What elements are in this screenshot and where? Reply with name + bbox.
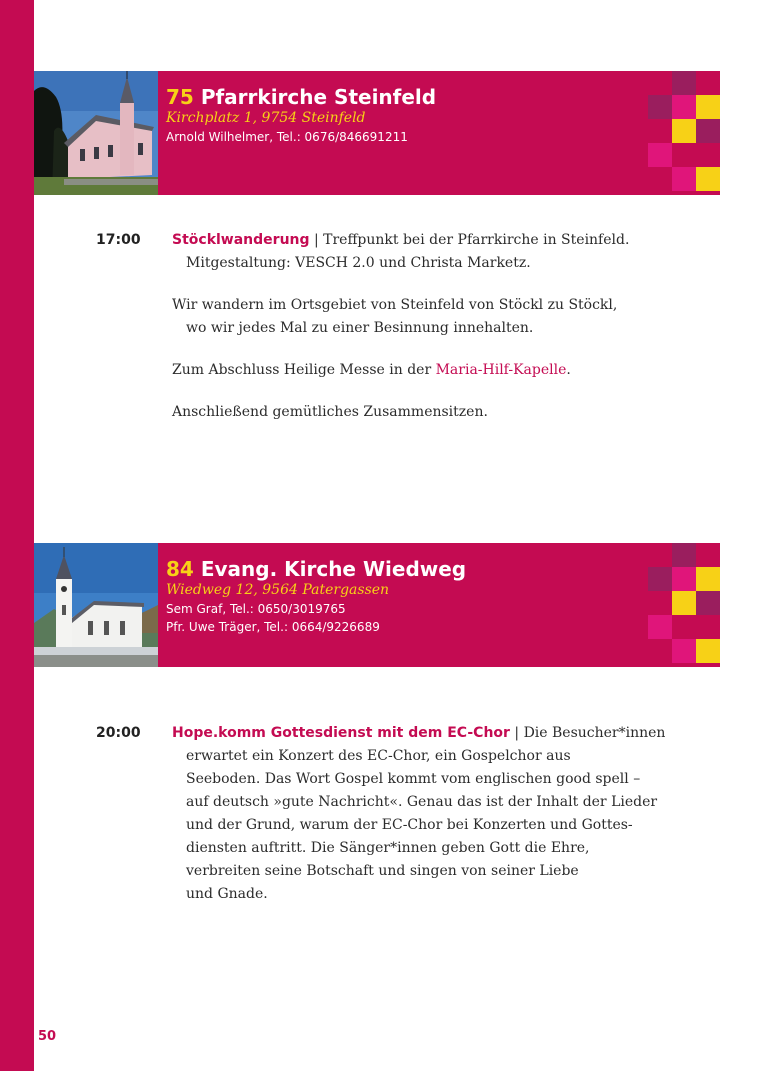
event-desc-line: diensten auftritt. Die Sänger*innen geben Gott die Ehre, [186,840,590,856]
decorative-pixel-pattern [648,71,720,195]
event-time: 20:00 [96,725,141,741]
church-title [166,85,436,109]
title-separator: | [509,725,524,741]
paragraph-text: Zum Abschluss Heilige Messe in der [172,362,436,378]
event-desc-line: Mitgestaltung: VESCH 2.0 und Christa Marketz. [186,255,531,271]
event-desc-line: verbreiten seine Botschaft und singen von seiner Liebe [186,863,579,879]
event-desc-line: erwartet ein Konzert des EC-Chor, ein Gospelchor aus [186,748,571,764]
church-header-steinfeld [34,71,720,195]
event-time: 17:00 [96,232,141,248]
maria-hilf-kapelle-link[interactable]: Maria-Hilf-Kapelle [435,362,567,378]
event-paragraph-line: Wir wandern im Ortsgebiet von Steinfeld von Stöckl zu Stöckl, [172,297,618,313]
paragraph-text: . [566,362,571,378]
title-separator: | [309,232,324,248]
event-desc-line: Treffpunkt bei der Pfarrkirche in Steinfeld. [323,232,630,248]
event-desc-line: auf deutsch »gute Nachricht«. Genau das ist der Inhalt der Lieder [186,794,658,810]
church-photo-wiedweg [34,543,158,667]
church-contact: Pfr. Uwe Träger, Tel.: 0664/9226689 [166,620,380,634]
church-name: Pfarrkirche Steinfeld [200,85,437,109]
event-paragraph: Anschließend gemütliches Zusammensitzen. [172,404,488,420]
church-title [166,557,466,581]
event-desc-line: Seeboden. Das Wort Gospel kommt vom englischen good spell – [186,771,641,787]
church-contact: Sem Graf, Tel.: 0650/3019765 [166,602,346,616]
church-number: 75 [166,85,194,109]
left-color-strip [0,0,34,1071]
church-header-wiedweg [34,543,720,667]
church-contact: Arnold Wilhelmer, Tel.: 0676/846691211 [166,130,408,144]
event-desc-line: und Gnade. [186,886,268,902]
page-number: 50 [38,1029,57,1044]
church-photo-steinfeld [34,71,158,195]
event-description [172,229,629,424]
church-name: Evang. Kirche Wiedweg [200,557,467,581]
event-paragraph-line: wo wir jedes Mal zu einer Besinnung innehalten. [186,320,534,336]
church-address: Wiedweg 12, 9564 Patergassen [166,582,390,598]
event-title: Hope.komm Gottesdienst mit dem EC-Chor [172,725,510,741]
event-paragraph [172,359,629,382]
event-desc-line: Die Besucher*innen [523,725,666,741]
church-info-bar-steinfeld [158,71,720,195]
event-desc-line: und der Grund, warum der EC-Chor bei Konzerten und Gottes- [186,817,633,833]
church-address: Kirchplatz 1, 9754 Steinfeld [166,110,366,126]
church-number: 84 [166,557,194,581]
event-title: Stöcklwanderung [172,232,310,248]
event-description [172,722,665,906]
decorative-pixel-pattern [648,543,720,667]
church-info-bar-wiedweg [158,543,720,667]
